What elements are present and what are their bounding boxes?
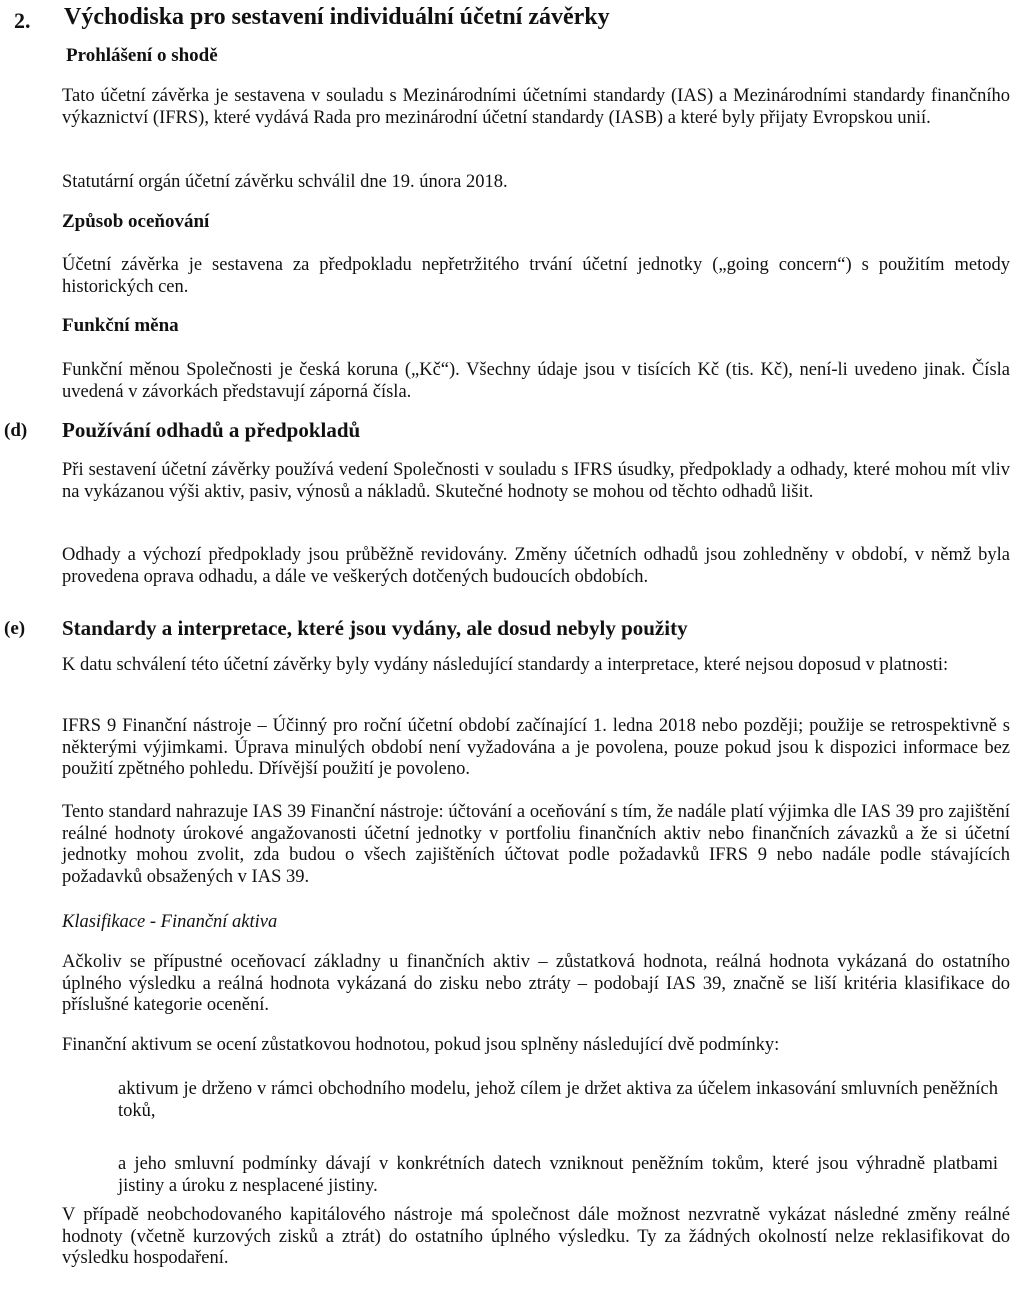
heading-funkcni-mena: Funkční měna — [62, 315, 179, 336]
heading-prohlaseni: Prohlášení o shodě — [66, 45, 218, 66]
heading-standardy-interpretace: Standardy a interpretace, které jsou vydány, ale dosud nebyly použity — [62, 616, 688, 640]
heading-zpusob-ocenovani: Způsob oceňování — [62, 211, 210, 232]
paragraph-klasifikace: Ačkoliv se přípustné oceňovací základny u finančních aktiv – zůstatková hodnota, reálná hodnota vykázaná do ostatního úplného výsledku a reálná hodnota vykázaná do zisku nebo ztráty – podobají IAS 39, značně se liší kritéria klasifikace do příslušné kategorie ocenění. — [62, 952, 1010, 1015]
section-title: Východiska pro sestavení individuální účetní závěrky — [64, 4, 610, 30]
section-d-marker: (d) — [4, 420, 28, 441]
paragraph-ifrs9: IFRS 9 Finanční nástroje – Účinný pro roční účetní období začínající 1. ledna 2018 nebo později; použije se retrospektivně s některými výjimkami. Úprava minulých období není vyžadována a je povolena, pouze pokud jsou k dispozici informace bez použití zpětného pohledu. Dřívější použití je povoleno. — [62, 716, 1010, 779]
condition-item-1: aktivum je drženo v rámci obchodního modelu, jehož cílem je držet aktiva za účelem inkasování smluvních peněžních toků, — [118, 1079, 998, 1121]
paragraph-zpusob-ocenovani: Účetní závěrka je sestavena za předpokladu nepřetržitého trvání účetní jednotky („going concern“) s použitím metody historických cen. — [62, 255, 1010, 297]
paragraph-prohlaseni-1: Tato účetní závěrka je sestavena v souladu s Mezinárodními účetními standardy (IAS) a Mezinárodními standardy finančního výkaznictví (IFRS), které vydává Rada pro mezinárodní účetní standardy (IASB) a které byly přijaty Evropskou unií. — [62, 86, 1010, 128]
paragraph-odhady-1: Při sestavení účetní závěrky používá vedení Společnosti v souladu s IFRS úsudky, předpoklady a odhady, které mohou mít vliv na vykázanou výši aktiv, pasiv, výnosů a nákladů. Skutečné hodnoty se mohou od těchto odhadů lišit. — [62, 460, 1010, 502]
section-e-marker: (e) — [4, 618, 26, 639]
paragraph-odhady-2: Odhady a výchozí předpoklady jsou průběžně revidovány. Změny účetních odhadů jsou zohledněny v období, v němž byla provedena oprava odhadu, a dále ve veškerých dotčených budoucích obdobích. — [62, 545, 1010, 587]
section-number: 2. — [14, 8, 31, 33]
heading-pouzivani-odhadu: Používání odhadů a předpokladů — [62, 418, 361, 442]
paragraph-prohlaseni-2: Statutární orgán účetní závěrku schválil dne 19. února 2018. — [62, 172, 508, 192]
paragraph-standardy-1: K datu schválení této účetní závěrky byly vydány následující standardy a interpretace, které nejsou doposud v platnosti: — [62, 655, 949, 675]
paragraph-ias39: Tento standard nahrazuje IAS 39 Finanční nástroje: účtování a oceňování s tím, že nadále platí výjimka dle IAS 39 pro zajištění reálné hodnoty úrokové angažovanosti účetní jednotky v portfoliu finančních aktiv nebo finančních závazků a že si účetní jednotky mohou zvolit, zda budou o všech zajištěních účtovat podle požadavků IFRS 9 nebo nadále podle stávajících požadavků obsažených v IAS 39. — [62, 802, 1010, 887]
paragraph-podminky-intro: Finanční aktivum se ocení zůstatkovou hodnotou, pokud jsou splněny následující dvě podmínky: — [62, 1035, 780, 1055]
condition-item-2: a jeho smluvní podmínky dávají v konkrétních datech vzniknout peněžním tokům, které jsou výhradně platbami jistiny a úroku z nesplacené jistiny. — [118, 1154, 998, 1196]
paragraph-kapitalovy-nastroj: V případě neobchodovaného kapitálového nástroje má společnost dále možnost nezvratně vykázat následné změny reálné hodnoty (včetně kurzových zisků a ztrát) do ostatního úplného výsledku. Ty za žádných okolností nelze reklasifikovat do výsledku hospodaření. — [62, 1205, 1010, 1268]
subheading-klasifikace: Klasifikace - Finanční aktiva — [62, 912, 278, 932]
paragraph-funkcni-mena: Funkční měnou Společnosti je česká koruna („Kč“). Všechny údaje jsou v tisících Kč (tis. Kč), není-li uvedeno jinak. Čísla uvedená v závorkách představují záporná čísla. — [62, 360, 1010, 402]
